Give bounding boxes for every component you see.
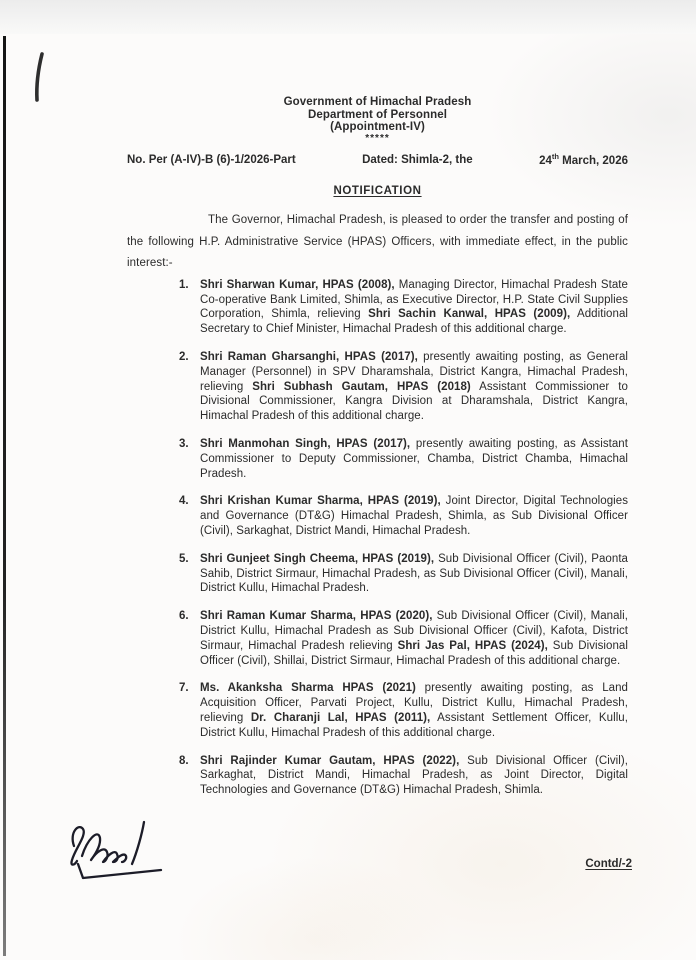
header-separator: *****	[365, 132, 390, 144]
date: 24th March, 2026	[539, 151, 628, 167]
item-text: Shri Rajinder Kumar Gautam, HPAS (2022), Sub Divisional Officer (Civil), Sarkaghat, District Mandi, Himachal Pradesh, as Joint Director, Digital Technologies and Governance (DT&G) Himachal Pradesh, Shimla.	[200, 754, 628, 797]
header-branch: (Appointment-IV)	[330, 121, 425, 133]
item-number: 3.	[179, 438, 189, 450]
list-item	[179, 609, 628, 668]
item-number: 7.	[179, 682, 189, 695]
document-body	[127, 96, 628, 811]
pen-stroke-mark-icon	[28, 50, 54, 110]
scan-top-shadow	[0, 0, 696, 34]
item-text: Ms. Akanksha Sharma HPAS (2021) presently awaiting posting, as Land Acquisition Officer, Parvati Project, Kullu, District Kullu, Himachal Pradesh, relieving Dr. Charanji Lal, HPAS (2011), Assistant Settlement Officer, Kullu, District Kullu, Himachal Pradesh of this additional charge.	[200, 682, 629, 739]
list-item	[179, 754, 628, 798]
list-item	[179, 681, 628, 740]
item-text: Shri Raman Kumar Sharma, HPAS (2020), Sub Divisional Officer (Civil), Manali, District Kullu, Himachal Pradesh as Sub Divisional Officer (Civil), Kafota, District Sirmaur, Himachal Pradesh relieving Shri Jas Pal, HPAS (2024), Sub Divisional Officer (Civil), Shillai, District Sirmaur, Himachal Pradesh of this additional charge.	[200, 610, 628, 667]
date-ordinal: th	[551, 151, 559, 161]
intro-paragraph: The Governor, Himachal Pradesh, is pleased to order the transfer and posting of the following H.P. Administrative Service (HPAS) Officers, with immediate effect, in the public interest:-	[127, 214, 628, 270]
list-item	[179, 278, 628, 337]
list-item	[179, 552, 628, 596]
page-title: NOTIFICATION	[333, 185, 422, 198]
reference-row	[127, 152, 628, 167]
file-number: No. Per (A-IV)-B (6)-1/2026-Part	[127, 154, 296, 167]
item-number: 6.	[179, 610, 189, 623]
item-text: Shri Raman Gharsanghi, HPAS (2017), presently awaiting posting, as General Manager (Personnel) in SPV Dharamshala, District Kangra, Himachal Pradesh, relieving Shri Subhash Gautam, HPAS (2018) Assistant Commissioner to Divisional Commissioner, Kangra Division at Dharamshala, District Kangra, Himachal Pradesh of this additional charge.	[200, 351, 628, 423]
item-text: Shri Manmohan Singh, HPAS (2017), presently awaiting posting, as Assistant Commissioner to Deputy Commissioner, Chamba, District Chamba, Himachal Pradesh.	[200, 438, 628, 480]
item-number: 8.	[179, 754, 189, 767]
list-item	[179, 350, 628, 424]
item-text: Shri Gunjeet Singh Cheema, HPAS (2019), Sub Divisional Officer (Civil), Paonta Sahib, District Sirmaur, Himachal Pradesh, as Sub Divisional Officer (Civil), Manali, District Kullu, Himachal Pradesh.	[200, 552, 629, 595]
contd-footer: Contd/-2	[585, 858, 632, 870]
transfer-list	[127, 278, 628, 798]
list-item	[179, 494, 628, 538]
signature-scrawl-icon	[60, 816, 182, 888]
scan-left-edge-line	[3, 36, 6, 956]
header-dept: Department of Personnel	[307, 108, 448, 121]
item-number: 5.	[179, 552, 189, 565]
dated-label: Dated: Shimla-2, the	[362, 154, 473, 167]
item-text: Shri Krishan Kumar Sharma, HPAS (2019), Joint Director, Digital Technologies and Governance (DT&G) Himachal Pradesh, Shimla, as Sub Divisional Officer (Civil), Sarkaghat, District Mandi, Himachal Pradesh.	[200, 495, 628, 537]
header-org: Government of Himachal Pradesh	[283, 96, 472, 108]
item-number: 2.	[179, 351, 189, 364]
list-item	[179, 437, 628, 481]
item-number: 1.	[179, 278, 189, 291]
item-number: 4.	[179, 495, 189, 508]
item-text: Shri Sharwan Kumar, HPAS (2008), Managing Director, Himachal Pradesh State Co-operative Bank Limited, Shimla, as Executive Director, H.P. State Civil Supplies Corporation, Shimla, relieving Shri Sachin Kanwal, HPAS (2009), Additional Secretary to Chief Minister, Himachal Pradesh of this additional charge.	[200, 278, 628, 336]
